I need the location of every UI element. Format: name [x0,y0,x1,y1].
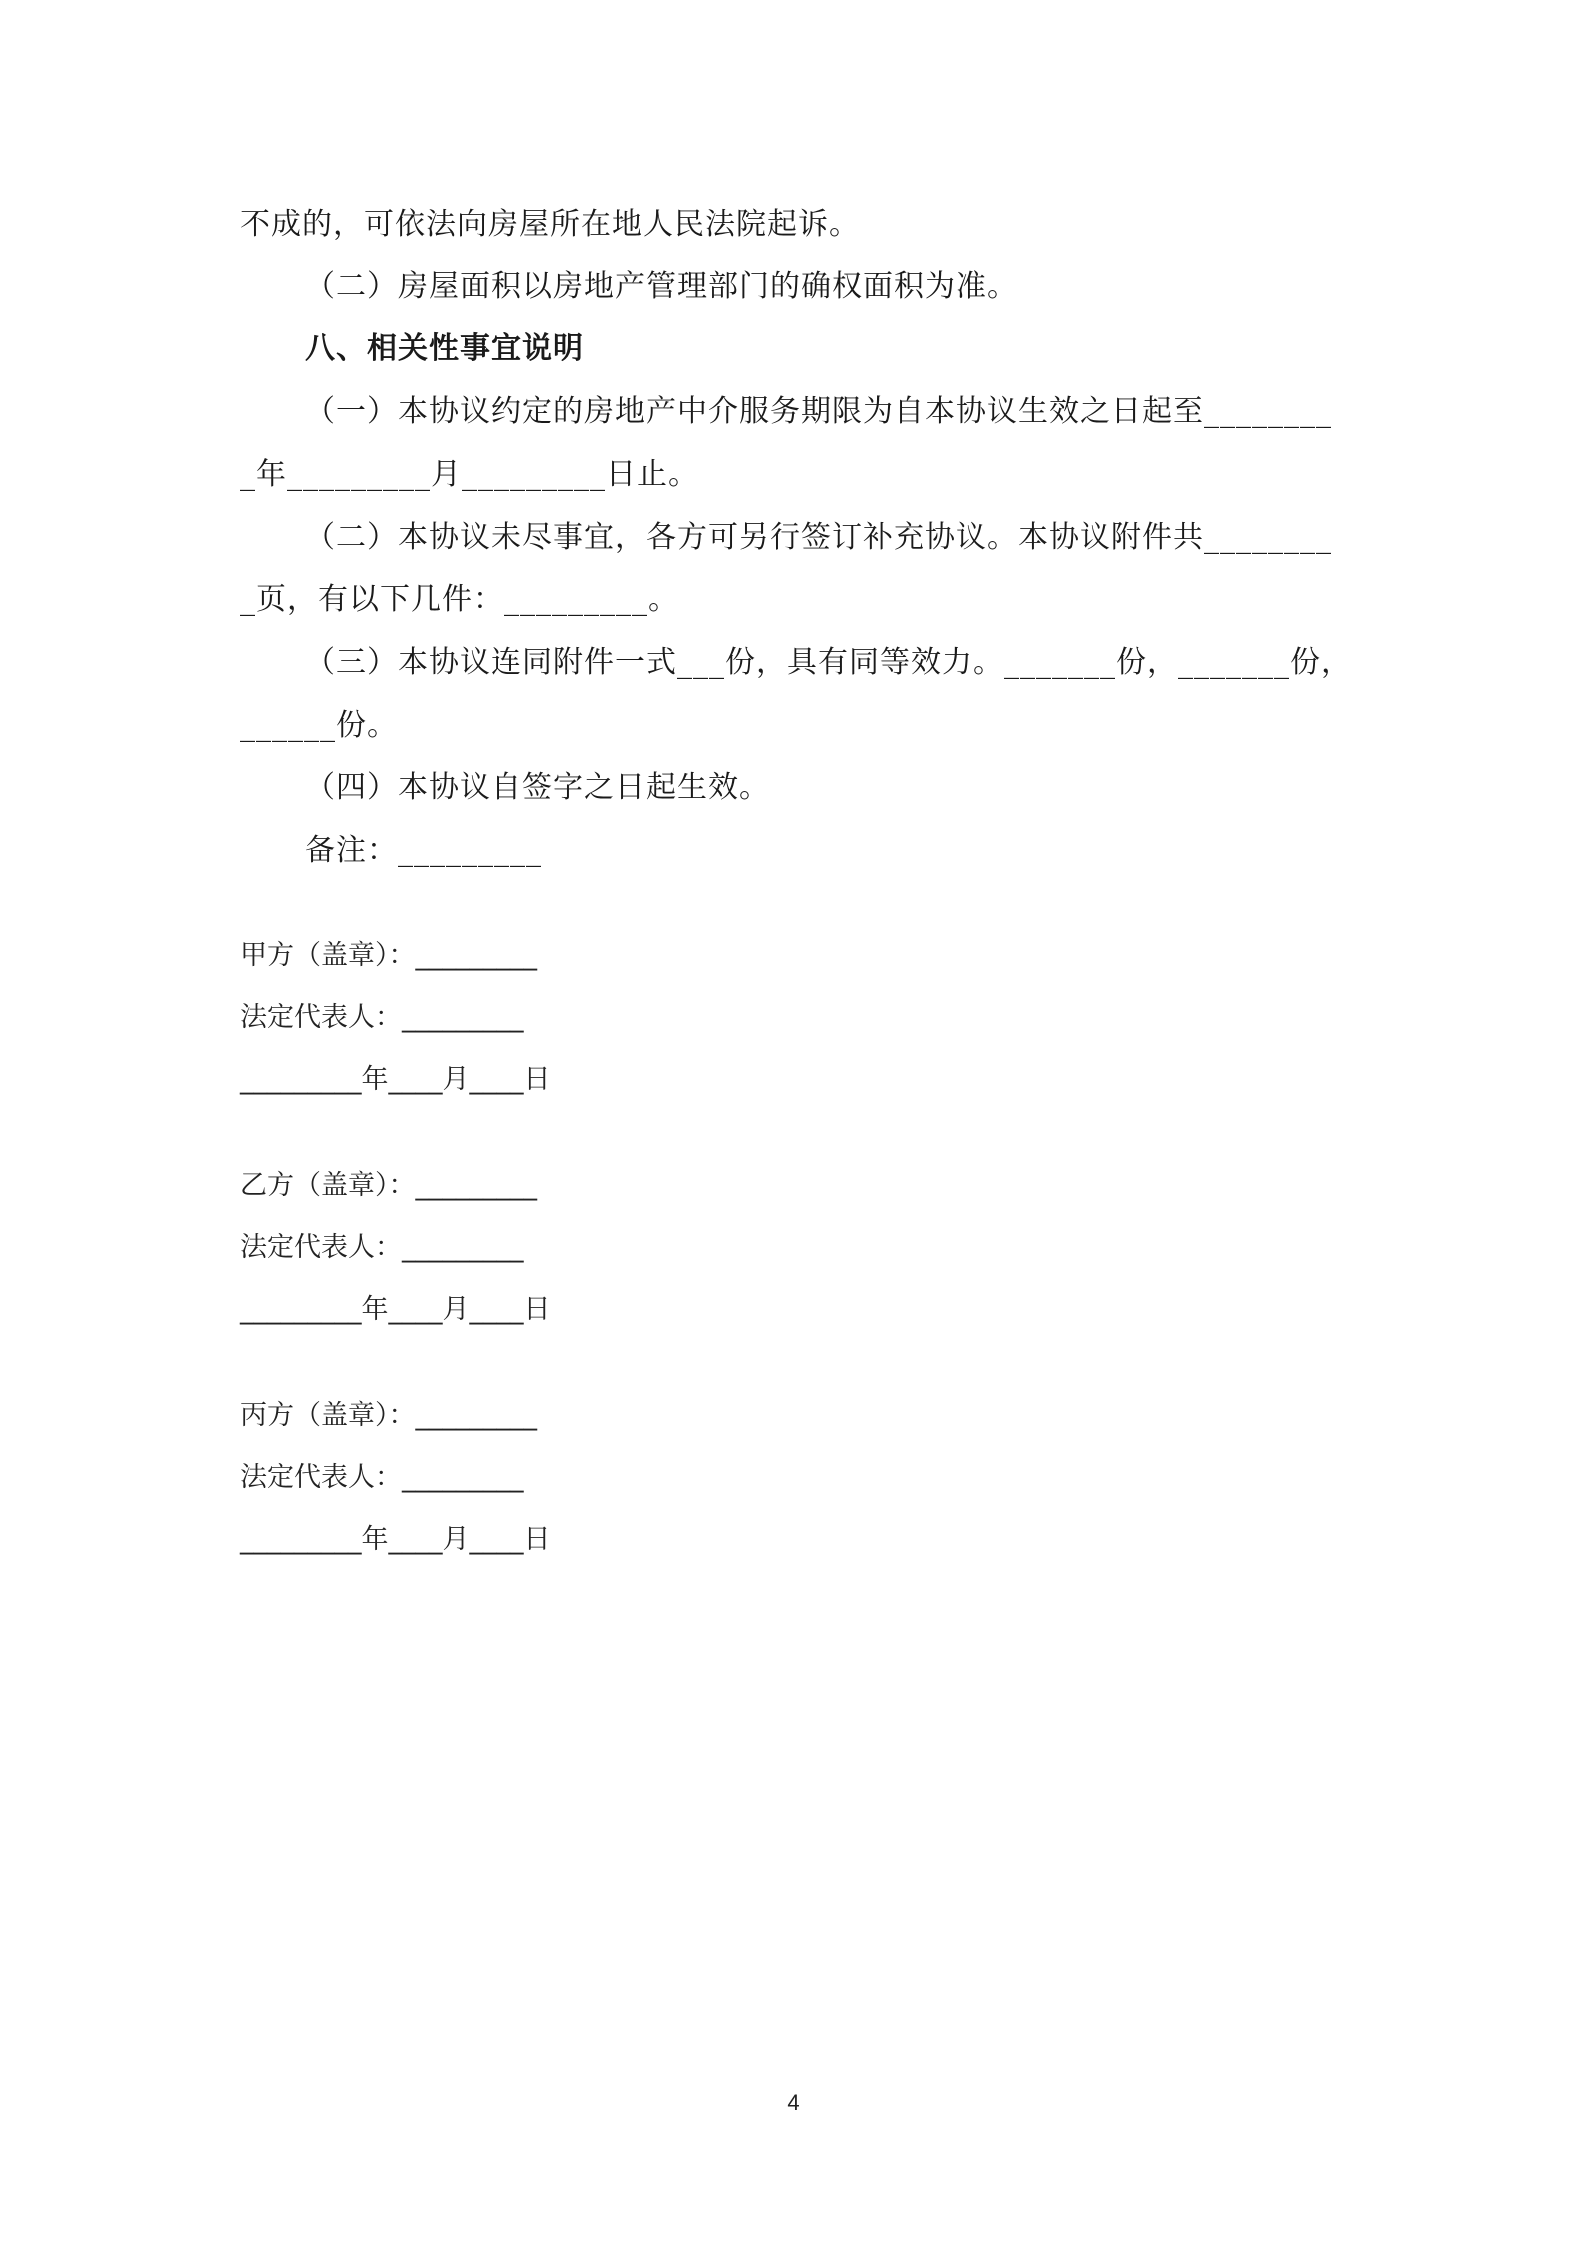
body-line-1: 不成的，可依法向房屋所在地人民法院起诉。 [240,207,860,242]
party-b-seal: 乙方（盖章）：_________ [240,1170,537,1201]
party-a-date: _________年____月____日 [240,1064,551,1095]
body-line-5: _年_________月_________日止。 [240,457,699,492]
body-line-7: _页，有以下几件：_________。 [240,582,679,617]
party-c-date: _________年____月____日 [240,1524,551,1555]
body-line-4: （一）本协议约定的房地产中介服务期限为自本协议生效之日起至________ [305,394,1332,429]
party-a-seal: 甲方（盖章）：_________ [240,940,537,971]
body-line-9: ______份。 [240,708,398,743]
section-heading-8: 八、相关性事宜说明 [305,331,584,366]
body-line-10: （四）本协议自签字之日起生效。 [305,770,770,805]
party-b-date: _________年____月____日 [240,1294,551,1325]
body-line-8: （三）本协议连同附件一式___份，具有同等效力。_______份，_______份， [305,645,1352,680]
party-a-representative: 法定代表人：_________ [240,1002,524,1033]
party-b-representative: 法定代表人：_________ [240,1232,524,1263]
page-number: 4 [787,2090,800,2115]
body-line-6: （二）本协议未尽事宜，各方可另行签订补充协议。本协议附件共________ [305,520,1332,555]
party-c-seal: 丙方（盖章）：_________ [240,1400,537,1431]
party-c-representative: 法定代表人：_________ [240,1462,524,1493]
body-line-2: （二）房屋面积以房地产管理部门的确权面积为准。 [305,269,1018,304]
remarks-line: 备注：_________ [305,833,542,868]
